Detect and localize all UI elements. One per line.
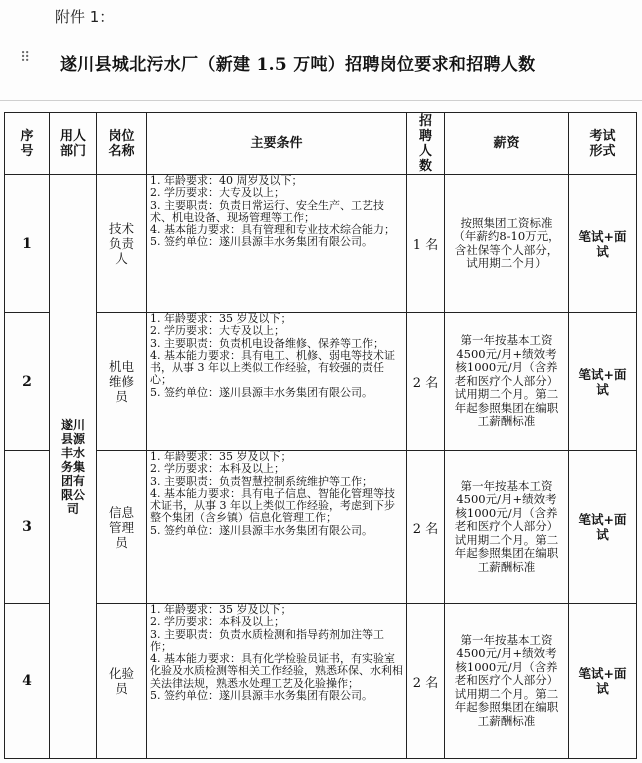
col-header-seq: 序号 — [5, 113, 50, 175]
col-header-exam: 考试形式 — [569, 113, 637, 175]
row-count: 1 名 — [407, 175, 445, 313]
row-exam: 笔试+面试 — [569, 175, 637, 313]
page-title: 遂川县城北污水厂（新建 1.5 万吨）招聘岗位要求和招聘人数 — [60, 55, 536, 75]
table-row — [5, 175, 637, 313]
row-seq: 3 — [5, 451, 50, 604]
col-header-dept: 用人部门 — [50, 113, 97, 175]
row-position: 技术负责人 — [97, 175, 147, 313]
attachment-label: 附件 1： — [55, 8, 115, 26]
department-cell: 遂川县源丰水务集团有限公司 — [50, 175, 97, 759]
row-exam: 笔试+面试 — [569, 313, 637, 451]
row-salary: 第一年按基本工资4500元/月+绩效考核1000元/月（含养老和医疗个人部分）试用期二个月。第二年起参照集团在编职工薪酬标准 — [445, 313, 569, 451]
row-conditions: 1. 年龄要求：35 岁及以下； 2. 学历要求：大专及以上； 3. 主要职责：负责机电设备维修、保养等工作； 4. 基本能力要求：具有电工、机修、弱电等技术证书，从事 3 年以上类似工作经验，有较强的责任心； 5. 签约单位：遂川县源丰水务集团有限公司。 — [147, 313, 407, 451]
row-position: 化验员 — [97, 604, 147, 759]
table-row — [5, 604, 637, 759]
col-header-conditions: 主要条件 — [147, 113, 407, 175]
header-row — [5, 113, 637, 175]
row-count: 2 名 — [407, 604, 445, 759]
drag-handle-icon: ⠿ — [20, 50, 32, 66]
row-salary: 按照集团工资标准（年薪约8-10万元，含社保等个人部分，试用期二个月） — [445, 175, 569, 313]
row-exam: 笔试+面试 — [569, 451, 637, 604]
col-header-count: 招聘人数 — [407, 113, 445, 175]
table-row — [5, 313, 637, 451]
row-salary: 第一年按基本工资4500元/月+绩效考核1000元/月（含养老和医疗个人部分）试用期二个月。第二年起参照集团在编职工薪酬标准 — [445, 451, 569, 604]
row-conditions: 1. 年龄要求：35 岁及以下； 2. 学历要求：本科及以上； 3. 主要职责：负责水质检测和指导药剂加注等工作； 4. 基本能力要求：具有化学检验员证书，有实验室化验及水质检测等相关工作经验，熟悉环保、水利相关法律法规，熟悉水处理工艺及化验操作； 5. 签约单位：遂川县源丰水务集团有限公司。 — [147, 604, 407, 759]
col-header-position: 岗位名称 — [97, 113, 147, 175]
row-count: 2 名 — [407, 313, 445, 451]
divider — [0, 100, 642, 101]
row-conditions: 1. 年龄要求：35 岁及以下； 2. 学历要求：本科及以上； 3. 主要职责：负责智慧控制系统维护等工作； 4. 基本能力要求：具有电子信息、智能化管理等技术证书，从事 3 年以上类似工作经验，考虑到下步整个集团（含乡镇）信息化管理工作； 5. 签约单位：遂川县源丰水务集团有限公司。 — [147, 451, 407, 604]
row-position: 机电维修员 — [97, 313, 147, 451]
row-seq: 2 — [5, 313, 50, 451]
recruitment-table — [4, 112, 637, 759]
row-seq: 1 — [5, 175, 50, 313]
row-position: 信息管理员 — [97, 451, 147, 604]
row-exam: 笔试+面试 — [569, 604, 637, 759]
row-conditions: 1. 年龄要求：40 周岁及以下； 2. 学历要求：大专及以上； 3. 主要职责：负责日常运行、安全生产、工艺技术、机电设备、现场管理等工作； 4. 基本能力要求：具有管理和专业技术综合能力； 5. 签约单位：遂川县源丰水务集团有限公司。 — [147, 175, 407, 313]
row-seq: 4 — [5, 604, 50, 759]
table-row — [5, 451, 637, 604]
row-salary: 第一年按基本工资4500元/月+绩效考核1000元/月（含养老和医疗个人部分）试用期二个月。第二年起参照集团在编职工薪酬标准 — [445, 604, 569, 759]
row-count: 2 名 — [407, 451, 445, 604]
col-header-salary: 薪资 — [445, 113, 569, 175]
